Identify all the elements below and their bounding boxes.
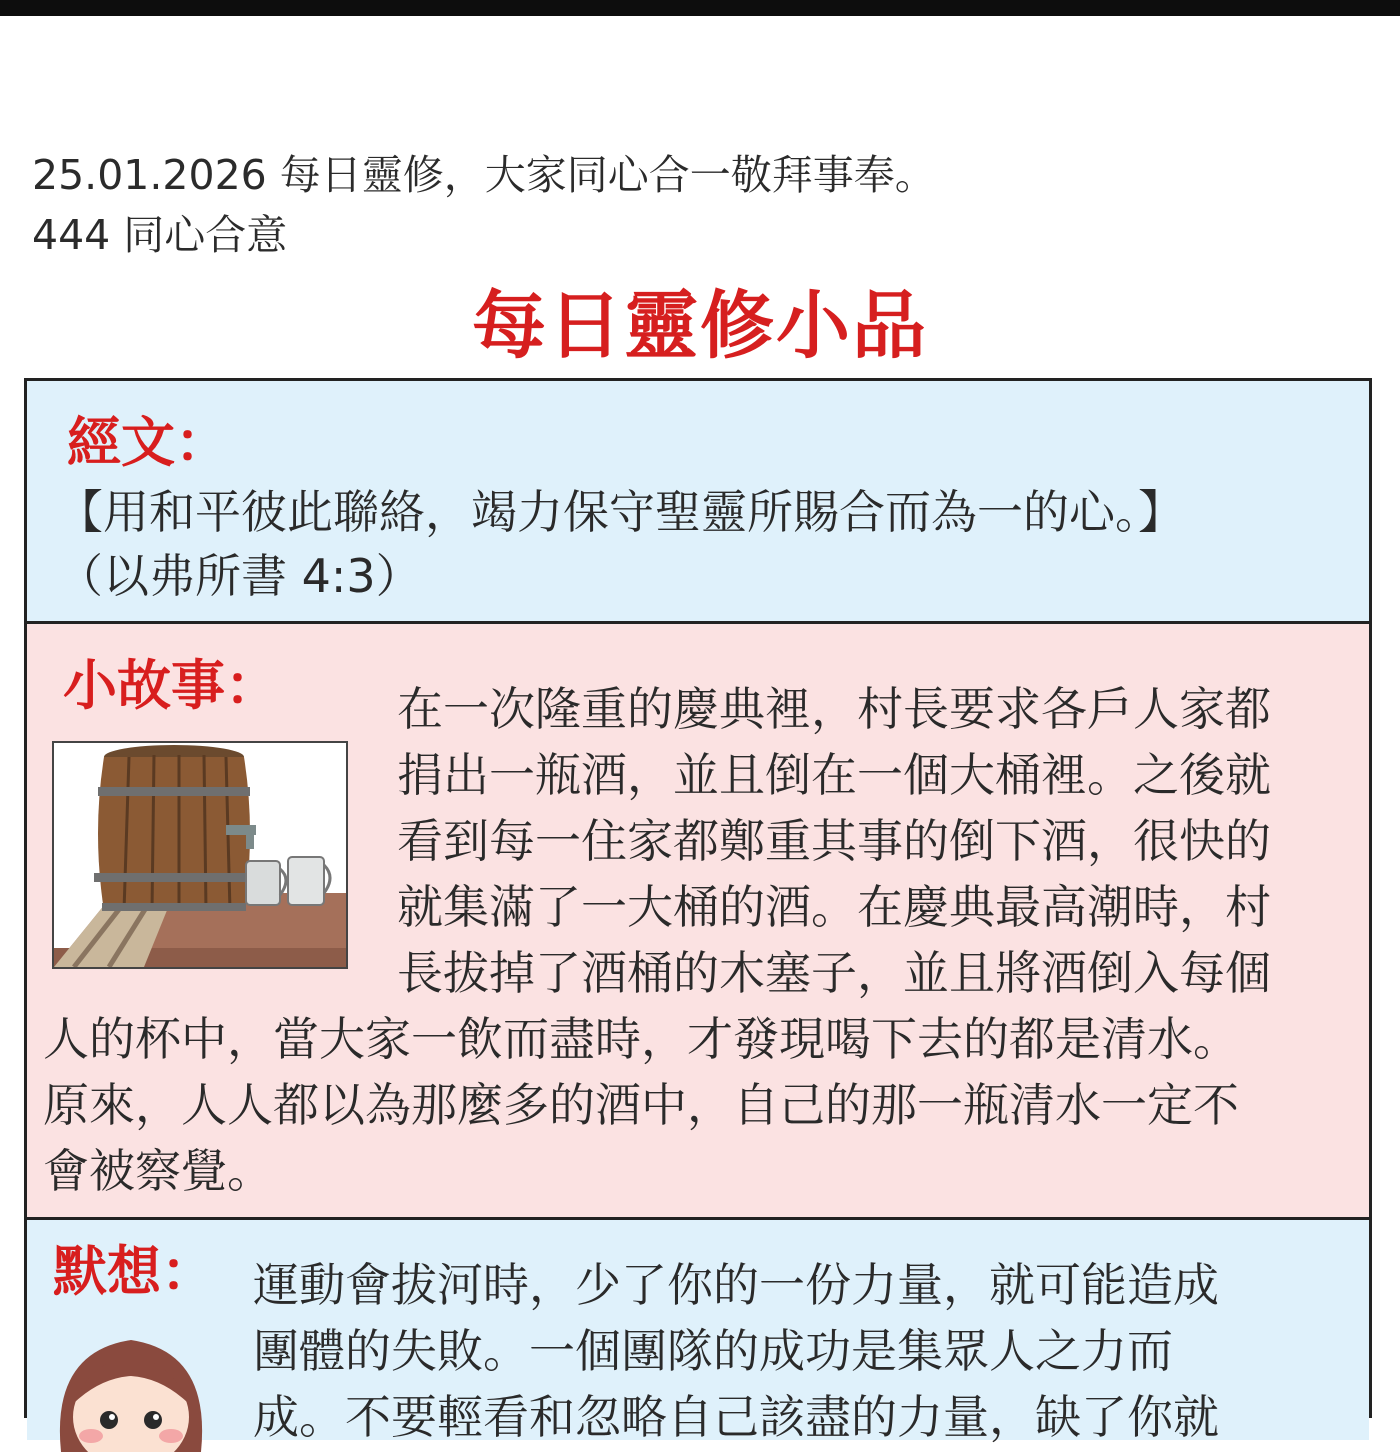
story-line: 在一次隆重的慶典裡，村長要求各戶人家都	[397, 682, 1271, 736]
verse-text: 【用和平彼此聯絡，竭力保守聖靈所賜合而為一的心。】	[57, 485, 1184, 539]
date-line: 25.01.2026 每日靈修，大家同心合一敬拜事奉。	[32, 151, 936, 199]
story-heading: 小故事：	[63, 654, 279, 717]
verse-reference: （以弗所書 4:3）	[57, 549, 422, 603]
meditation-line: 運動會拔河時，少了你的一份力量，就可能造成	[253, 1258, 1219, 1312]
meditation-heading: 默想：	[53, 1240, 215, 1303]
story-line: 會被察覺。	[43, 1144, 273, 1198]
page-title: 每日靈修小品	[472, 283, 928, 369]
story-line: 人的杯中，當大家一飲而盡時，才發現喝下去的都是清水。	[43, 1012, 1239, 1066]
verse-section	[27, 381, 1369, 624]
story-line: 捐出一瓶酒，並且倒在一個大桶裡。之後就	[397, 748, 1271, 802]
hymn-line: 444 同心合意	[32, 211, 288, 259]
meditation-line: 團體的失敗。一個團隊的成功是集眾人之力而	[253, 1324, 1173, 1378]
story-line: 原來，人人都以為那麼多的酒中，自己的那一瓶清水一定不	[43, 1078, 1239, 1132]
meditation-line: 成。不要輕看和忽略自己該盡的力量，缺了你就	[253, 1390, 1219, 1444]
top-bar	[0, 0, 1400, 16]
meditation-section	[27, 1220, 1369, 1444]
devotional-frame	[24, 378, 1372, 1444]
story-line: 長拔掉了酒桶的木塞子，並且將酒倒入每個	[397, 946, 1271, 1000]
story-section	[27, 624, 1369, 1220]
story-line: 看到每一住家都鄭重其事的倒下酒，很快的	[397, 814, 1271, 868]
verse-heading: 經文：	[67, 411, 229, 474]
girl-illustration-icon	[41, 1312, 221, 1452]
wine-barrel-icon	[52, 741, 348, 969]
story-line: 就集滿了一大桶的酒。在慶典最高潮時，村	[397, 880, 1271, 934]
